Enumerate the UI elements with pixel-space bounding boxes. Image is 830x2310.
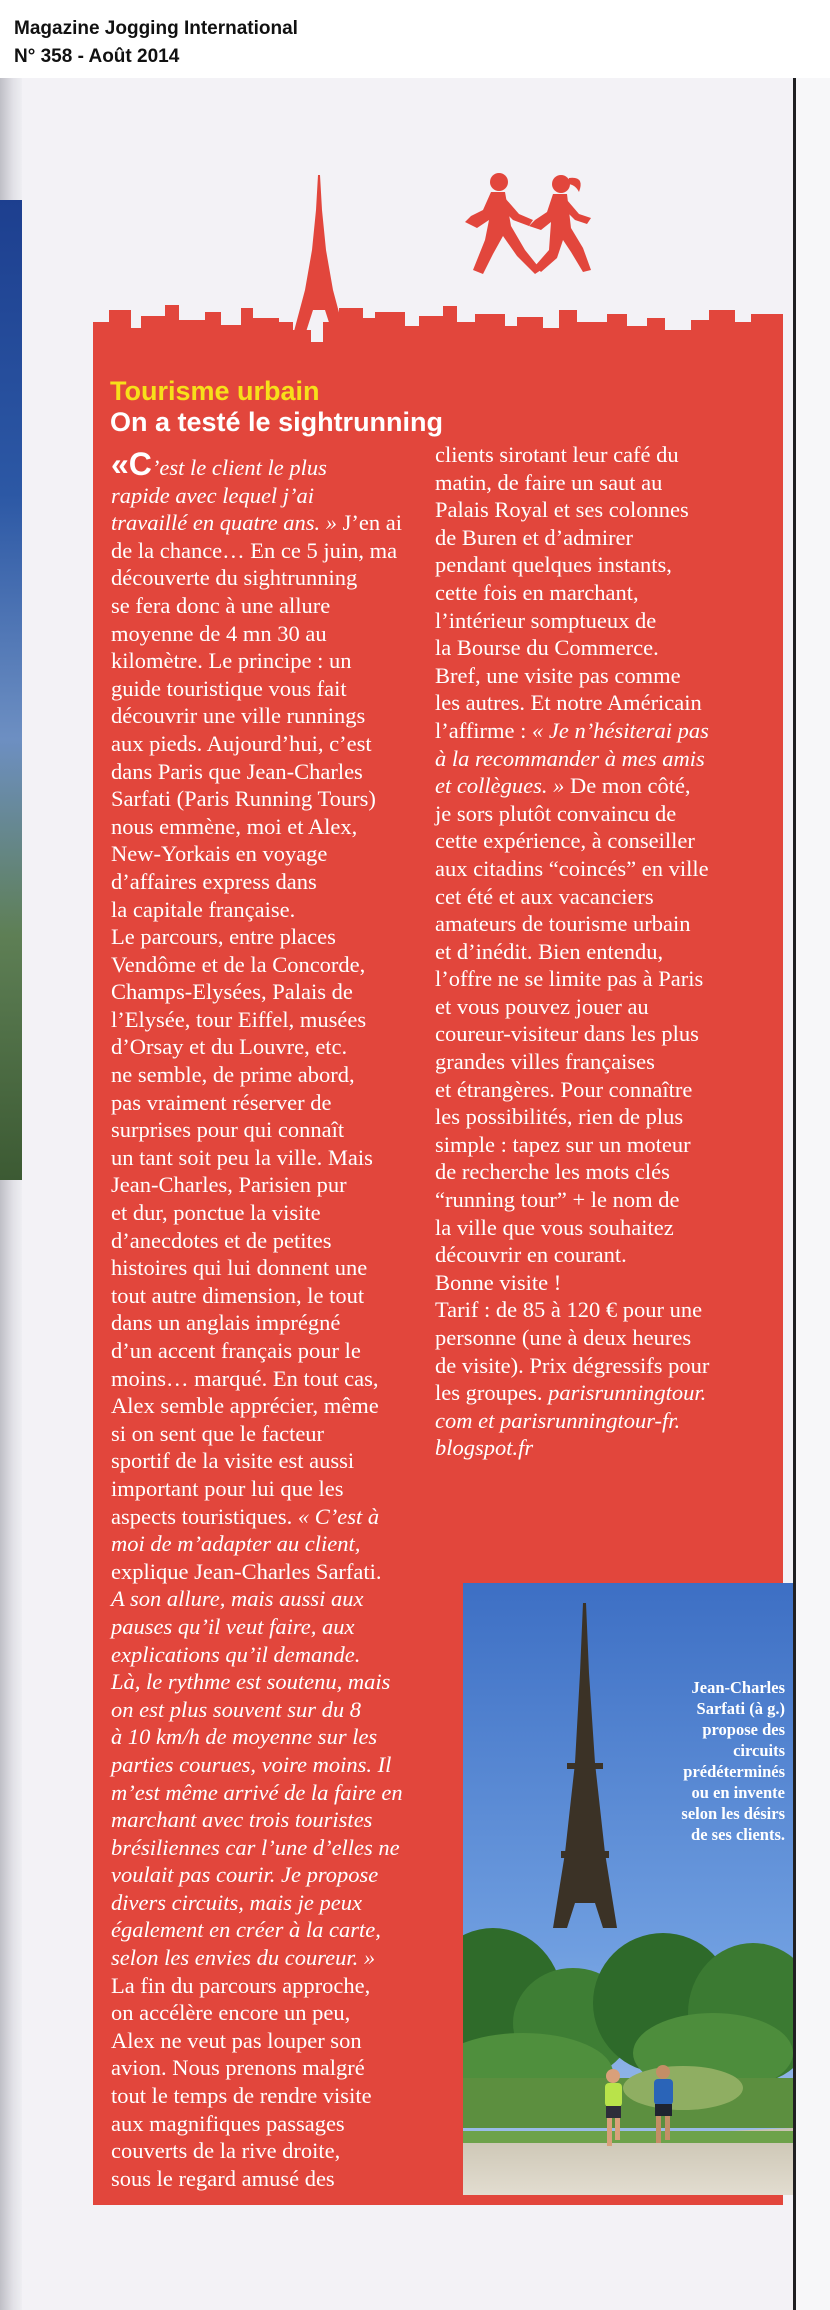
article-text-line [111, 1503, 451, 1531]
text-run: sous le regard amusé des [111, 2165, 335, 2191]
article-photo [463, 1583, 793, 2195]
text-run: brésiliennes car l’une d’elles ne [111, 1834, 400, 1860]
text-run: cet été et aux vacanciers [435, 883, 654, 909]
article-text-line [435, 469, 780, 497]
text-run: pas vraiment réserver de [111, 1089, 332, 1115]
text-run: la Bourse du Commerce. [435, 635, 659, 661]
text-run: à la recommander à mes amis [435, 745, 705, 771]
article-text-line [435, 938, 780, 966]
issue-number: N° 358 - Août 2014 [14, 46, 180, 67]
text-run: blogspot.fr [435, 1435, 534, 1461]
article-text-line [435, 1214, 780, 1242]
article-text-line [435, 993, 780, 1021]
text-run: les autres. Et notre Américain [435, 690, 702, 716]
article-text-line [111, 730, 451, 758]
runner-icon [529, 175, 591, 272]
article-headline [110, 376, 550, 438]
text-run: la ville que vous souhaitez [435, 1214, 674, 1240]
text-run: tout autre dimension, le tout [111, 1282, 365, 1308]
article-text-line [435, 1076, 780, 1104]
article-text-line [111, 702, 451, 730]
article-text-line [435, 607, 780, 635]
text-run: Alex ne veut pas louper son [111, 2027, 362, 2053]
article-text-line [111, 1999, 451, 2027]
article-text-line [111, 2082, 451, 2110]
text-run: Champs-Elysées, Palais de [111, 979, 353, 1005]
text-run: on accélère encore un peu, [111, 2000, 351, 2026]
text-run: je sors plutôt convaincu de [435, 800, 677, 826]
eiffel-tower-icon [293, 175, 345, 335]
article-text-line [111, 1475, 451, 1503]
caption-line: prédéterminés [683, 1762, 785, 1781]
text-run: marchant avec trois touristes [111, 1807, 373, 1833]
text-run: découvrir une ville runnings [111, 703, 366, 729]
text-run: Le parcours, entre places [111, 924, 336, 950]
article-text-line [435, 1158, 780, 1186]
article-text-line [435, 855, 780, 883]
article-text-line [435, 1048, 780, 1076]
text-run: Vendôme et de la Concorde, [111, 951, 366, 977]
article-text-line [111, 1337, 451, 1365]
page-right-edge [793, 78, 830, 2310]
article-text-line [435, 910, 780, 938]
article-column-2 [435, 441, 780, 1462]
runner-icon [465, 173, 541, 274]
text-run: l’Elysée, tour Eiffel, musées [111, 1006, 367, 1032]
article-text-line [435, 551, 780, 579]
article-text-line [111, 896, 451, 924]
text-run: et dur, ponctue la visite [111, 1200, 321, 1226]
text-run: New-Yorkais en voyage [111, 841, 328, 867]
article-text-line [111, 1061, 451, 1089]
article-text-line [111, 1254, 451, 1282]
text-run: moyenne de 4 mn 30 au [111, 620, 327, 646]
text-run: histoires qui lui donnent une [111, 1255, 368, 1281]
article-text-line [111, 1585, 451, 1613]
text-run: et étrangères. Pour connaître [435, 1076, 693, 1102]
caption-line: Jean-Charles [691, 1678, 785, 1697]
text-run: découverte du sightrunning [111, 565, 358, 591]
text-run: coureur-visiteur dans les plus [435, 1021, 699, 1047]
text-run: La fin du parcours approche, [111, 1972, 371, 1998]
article-text-line [435, 1131, 780, 1159]
article-text-line [435, 1352, 780, 1380]
article-text-line [111, 482, 451, 510]
text-run: pauses qu’il veut faire, aux [111, 1613, 355, 1639]
text-run: simple : tapez sur un moteur [435, 1131, 691, 1157]
text-run: d’affaires express dans [111, 868, 317, 894]
caption-line: circuits [733, 1741, 785, 1760]
text-run: “running tour” + le nom de [435, 1187, 680, 1213]
text-run: Bonne visite ! [435, 1269, 562, 1295]
text-run: si on sent que le facteur [111, 1420, 325, 1446]
article-text-line [435, 745, 780, 773]
text-run: couverts de la rive droite, [111, 2138, 341, 2164]
text-run: l’intérieur somptueux de [435, 607, 657, 633]
article-text-line [111, 1171, 451, 1199]
article-text-line [435, 1186, 780, 1214]
article-text-line [435, 1324, 780, 1352]
text-run: et collègues. » [435, 773, 565, 799]
article-text-line [435, 1434, 780, 1462]
text-run: grandes villes françaises [435, 1049, 655, 1075]
article-text-line [111, 1723, 451, 1751]
article-text-line [111, 675, 451, 703]
article-text-line [435, 1103, 780, 1131]
text-run: Alex semble apprécier, même [111, 1393, 379, 1419]
text-run: J’en ai [337, 510, 402, 536]
article-text-line [111, 1199, 451, 1227]
text-run: aux magnifiques passages [111, 2110, 345, 2136]
article-text-line [111, 1282, 451, 1310]
text-run: divers circuits, mais je peux [111, 1889, 362, 1915]
article-text-line [111, 1227, 451, 1255]
article-text-line [111, 592, 451, 620]
caption-line: propose des [702, 1720, 785, 1739]
article-text-line [111, 1447, 451, 1475]
article-text-line [111, 1834, 451, 1862]
text-run: cette expérience, à conseiller [435, 828, 695, 854]
text-run: d’un accent français pour le [111, 1338, 361, 1363]
text-run: Bref, une visite pas comme [435, 662, 681, 688]
text-run: d’Orsay et du Louvre, etc. [111, 1034, 348, 1060]
article-text-line [435, 965, 780, 993]
text-run: guide touristique vous fait [111, 675, 347, 701]
article-text-line [111, 509, 451, 537]
text-run: de visite). Prix dégressifs pour [435, 1352, 710, 1378]
text-run: dans Paris que Jean-Charles [111, 758, 363, 784]
article-text-line [111, 813, 451, 841]
article-text-line [111, 2027, 451, 2055]
text-run: pendant quelques instants, [435, 552, 672, 578]
article-text-line [435, 524, 780, 552]
text-run: Là, le rythme est soutenu, mais [111, 1669, 391, 1695]
article-text-line [111, 2054, 451, 2082]
text-run: un tant soit peu la ville. Mais [111, 1144, 373, 1170]
article-text-line [111, 1613, 451, 1641]
article-text-line [111, 1916, 451, 1944]
text-run: rapide avec lequel j’ai [111, 482, 315, 508]
text-run: d’anecdotes et de petites [111, 1227, 332, 1253]
article-text-line [435, 717, 780, 745]
article-text-line [111, 840, 451, 868]
article-text-line [111, 868, 451, 896]
text-run: travaillé en quatre ans. » [111, 510, 338, 536]
text-run: et vous pouvez jouer au [435, 993, 649, 1019]
article-text-line [111, 951, 451, 979]
text-run: personne (une à deux heures [435, 1325, 692, 1350]
text-run: de recherche les mots clés [435, 1159, 670, 1185]
article-text-line [435, 441, 780, 469]
text-run: m’est même arrivé de la faire en [111, 1779, 403, 1805]
article-text-line [111, 1089, 451, 1117]
text-run: les possibilités, rien de plus [435, 1104, 684, 1130]
article-text-line [111, 1806, 451, 1834]
article-column-1 [111, 446, 451, 2192]
article-text-line [111, 1309, 451, 1337]
caption-line: de ses clients. [691, 1825, 785, 1844]
article-text-line [111, 2110, 451, 2138]
text-run: Palais Royal et ses colonnes [435, 497, 689, 523]
article-text-line [435, 827, 780, 855]
skyline-illustration [93, 170, 783, 360]
caption-line: ou en invente [691, 1783, 785, 1802]
article-text-line [111, 1861, 451, 1889]
article-text-line [111, 978, 451, 1006]
photo-caption [620, 1677, 785, 1845]
text-run: Sarfati (Paris Running Tours) [111, 786, 376, 812]
text-run: dans un anglais imprégné [111, 1310, 341, 1336]
article-text-line [111, 446, 451, 482]
text-run: explications qu’il demande. [111, 1641, 361, 1667]
article-text-line [435, 1241, 780, 1269]
article-title: On a testé le sightrunning [110, 407, 444, 437]
text-run: l’offre ne se limite pas à Paris [435, 966, 704, 992]
text-run: parties courues, voire moins. Il [111, 1751, 392, 1777]
text-run: De mon côté, [564, 773, 691, 799]
article-text-line [111, 1558, 451, 1586]
text-run: « Je n’hésiterai pas [532, 717, 709, 743]
text-run: se fera donc à une allure [111, 592, 331, 618]
text-run: amateurs de tourisme urbain [435, 911, 691, 937]
article-text-line [435, 1407, 780, 1435]
article-text-line [111, 1116, 451, 1144]
article-text-line [111, 1530, 451, 1558]
article-text-line [111, 2137, 451, 2165]
text-run: com et parisrunningtour-fr. [435, 1407, 681, 1433]
text-run: avion. Nous prenons malgré [111, 2055, 365, 2081]
article-text-line [111, 1889, 451, 1917]
article-text-line [111, 1365, 451, 1393]
text-run: nous emmène, moi et Alex, [111, 813, 358, 839]
text-run: également en créer à la carte, [111, 1917, 381, 1943]
text-run: Jean-Charles, Parisien pur [111, 1172, 347, 1198]
article-kicker: Tourisme urbain [110, 376, 320, 406]
text-run: aux citadins “coincés” en ville [435, 855, 709, 881]
article-text-line [435, 1269, 780, 1297]
article-text-line [435, 579, 780, 607]
text-run: tout le temps de rendre visite [111, 2083, 372, 2109]
article-text-line [111, 537, 451, 565]
article-text-line [111, 620, 451, 648]
text-run: selon les envies du coureur. » [111, 1945, 376, 1971]
article-text-line [111, 758, 451, 786]
article-text-line [111, 1641, 451, 1669]
text-run: de Buren et d’admirer [435, 524, 634, 550]
text-run: Tarif : de 85 à 120 € pour une [435, 1297, 703, 1323]
article-text-line [435, 1296, 780, 1324]
article-text-line [435, 1379, 780, 1407]
text-run: découvrir en courant. [435, 1242, 627, 1268]
article-text-line [435, 634, 780, 662]
text-run: ne semble, de prime abord, [111, 1062, 355, 1088]
article-text-line [435, 883, 780, 911]
article-text-line [111, 1006, 451, 1034]
article-text-line [435, 689, 780, 717]
text-run: la capitale française. [111, 896, 296, 922]
article-text-line [111, 1033, 451, 1061]
article-text-line [111, 1779, 451, 1807]
text-run: l’affirme : [435, 717, 533, 743]
text-run: à 10 km/h de moyenne sur les [111, 1724, 378, 1750]
article-text-line [111, 1751, 451, 1779]
article-text-line [435, 772, 780, 800]
text-run: parisrunningtour. [548, 1380, 707, 1406]
article-text-line [435, 496, 780, 524]
text-run: A son allure, mais aussi aux [111, 1586, 364, 1612]
article-text-line [111, 647, 451, 675]
drop-cap: «C [111, 446, 152, 482]
magazine-name: Magazine Jogging International [14, 18, 298, 39]
text-run: moins… marqué. En tout cas, [111, 1365, 379, 1391]
article-text-line [435, 800, 780, 828]
text-run: sportif de la visite est aussi [111, 1448, 355, 1474]
text-run: moi de m’adapter au client, [111, 1531, 361, 1557]
article-text-line [111, 1144, 451, 1172]
text-run: cette fois en marchant, [435, 579, 639, 605]
text-run: kilomètre. Le principe : un [111, 648, 352, 674]
scan-header [0, 0, 830, 78]
text-run: explique Jean-Charles Sarfati. [111, 1558, 382, 1584]
caption-line: Sarfati (à g.) [696, 1699, 785, 1718]
article-text-line [111, 2165, 451, 2193]
text-run: « C’est à [297, 1503, 380, 1529]
article-text-line [435, 1020, 780, 1048]
text-run: clients sirotant leur café du [435, 442, 679, 467]
article-text-line [111, 923, 451, 951]
text-run: on est plus souvent sur du 8 [111, 1696, 361, 1722]
text-run: de la chance… En ce 5 juin, ma [111, 537, 398, 563]
caption-line: selon les désirs [681, 1804, 785, 1823]
article-text-line [111, 1696, 451, 1724]
previous-page-photo-strip [0, 200, 22, 1180]
text-run: ’est le client le plus [151, 455, 327, 480]
text-run: matin, de faire un saut au [435, 469, 663, 495]
text-run: surprises pour qui connaît [111, 1117, 345, 1143]
text-run: aux pieds. Aujourd’hui, c’est [111, 730, 372, 756]
article-text-line [111, 1668, 451, 1696]
text-run: voulait pas courir. Je propose [111, 1862, 379, 1888]
article-text-line [111, 1944, 451, 1972]
article-text-line [111, 1420, 451, 1448]
article-text-line [111, 1972, 451, 2000]
text-run: les groupes. [435, 1380, 549, 1406]
text-run: important pour lui que les [111, 1475, 344, 1501]
article-text-line [111, 1392, 451, 1420]
text-run: et d’inédit. Bien entendu, [435, 938, 664, 964]
text-run: aspects touristiques. [111, 1503, 298, 1529]
article-text-line [435, 662, 780, 690]
article-text-line [111, 785, 451, 813]
article-text-line [111, 564, 451, 592]
